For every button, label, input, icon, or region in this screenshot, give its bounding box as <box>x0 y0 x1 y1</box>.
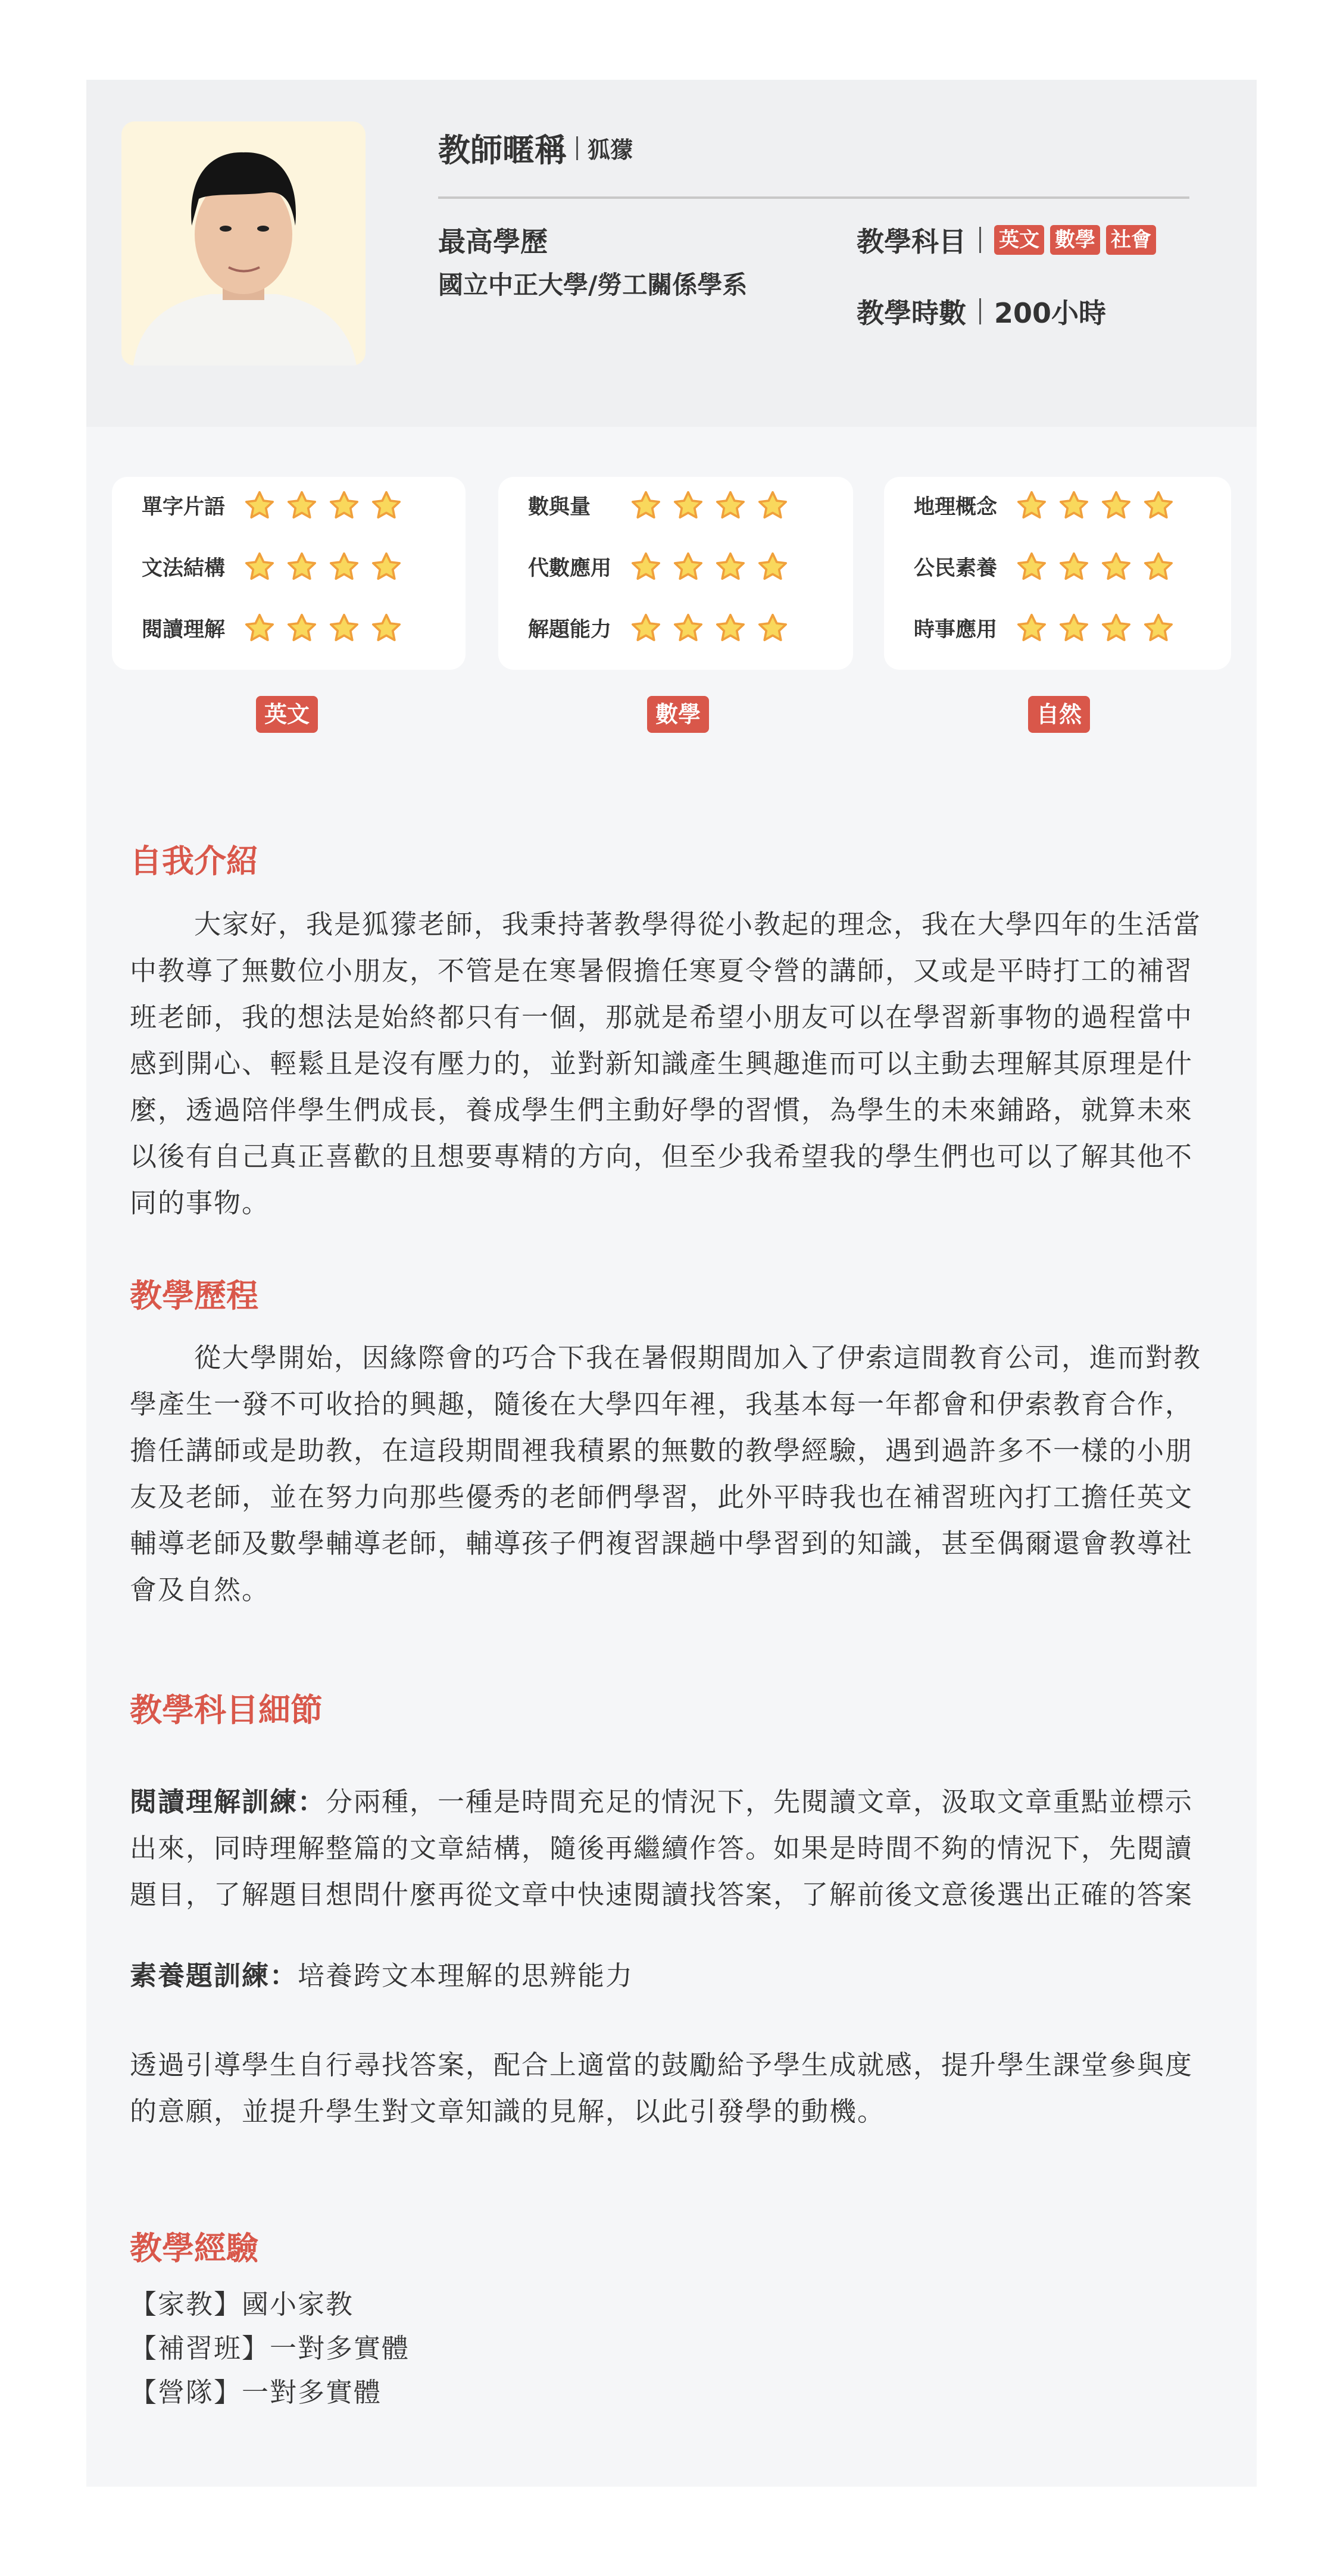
skill-card-subject-tag: 數學 <box>647 696 709 733</box>
intro-title: 自我介紹 <box>130 842 258 880</box>
star-icon <box>1100 489 1133 522</box>
skill-card <box>112 477 466 670</box>
skill-row <box>914 488 1184 523</box>
hours-label: 教學時數 <box>857 297 966 329</box>
skill-label: 代數應用 <box>528 557 612 580</box>
star-icon <box>629 550 663 583</box>
star-icon <box>1015 550 1048 583</box>
experience-title: 教學經驗 <box>130 2230 258 2267</box>
skill-label: 解題能力 <box>528 618 612 642</box>
star-icon <box>1057 611 1091 645</box>
star-icon <box>327 489 361 522</box>
star-icon <box>370 550 403 583</box>
experience-list <box>130 2283 1219 2415</box>
skill-label: 公民素養 <box>914 557 998 580</box>
skill-row <box>142 610 412 646</box>
skill-row <box>528 488 798 523</box>
star-icon <box>243 611 276 645</box>
history-title: 教學歷程 <box>130 1277 258 1314</box>
star-icon <box>629 611 663 645</box>
skill-card <box>884 477 1231 670</box>
subject-tag: 英文 <box>994 225 1044 255</box>
star-icon <box>1142 611 1175 645</box>
details-summary: 透過引導學生自行尋找答案，配合上適當的鼓勵給予學生成就感，提升學生課堂參與度的意願，並提升學生對文章知識的見解，以此引發學的動機。 <box>130 2049 1194 2127</box>
star-icon <box>1142 550 1175 583</box>
star-icon <box>1057 489 1091 522</box>
star-icon <box>714 550 747 583</box>
subject-tag: 社會 <box>1106 225 1156 255</box>
star-icon <box>756 550 789 583</box>
star-icon <box>243 550 276 583</box>
header-divider <box>438 196 1189 199</box>
experience-item: 【補習班】一對多實體 <box>130 2333 410 2364</box>
star-icon <box>671 489 705 522</box>
subjects-row <box>857 220 1162 260</box>
subject-tag: 數學 <box>1050 225 1100 255</box>
skill-label: 單字片語 <box>142 495 226 519</box>
skill-row <box>914 549 1184 585</box>
star-icon <box>671 611 705 645</box>
star-icon <box>1100 550 1133 583</box>
intro-text: 大家好，我是狐獴老師，我秉持著教學得從小教起的理念，我在大學四年的生活當中教導了無數位小朋友，不管是在寒暑假擔任寒夏令營的講師，又或是平時打工的補習班老師，我的想法是始終都只有一個，那就是希望小朋友可以在學習新事物的過程當中感到開心、輕鬆且是沒有壓力的，並對新知識產生興趣進而可以主動去理解其原理是什麼，透過陪伴學生們成長，養成學生們主動好學的習慣，為學生的未來鋪路，就算未來以後有自己真正喜歡的且想要專精的方向，但至少我希望我的學生們也可以了解其他不同的事物。 <box>130 908 1202 1219</box>
star-icon <box>629 489 663 522</box>
star-icon <box>714 611 747 645</box>
star-icon <box>1100 611 1133 645</box>
skill-label: 文法結構 <box>142 557 226 580</box>
star-icon <box>671 550 705 583</box>
skill-card <box>498 477 853 670</box>
experience-item: 【家教】國小家教 <box>130 2288 354 2320</box>
skill-card-subject-tag: 自然 <box>1028 696 1090 733</box>
hours-row <box>857 292 1106 331</box>
nickname-label: 教師暱稱 <box>438 132 567 169</box>
star-icon <box>327 550 361 583</box>
history-text: 從大學開始，因緣際會的巧合下我在暑假期間加入了伊索這間教育公司，進而對教學產生一發不可收拾的興趣，隨後在大學四年裡，我基本每一年都會和伊索教育合作，擔任講師或是助教，在這段期間裡我積累的無數的教學經驗，遇到過許多不一樣的小朋友及老師，並在努力向那些優秀的老師們學習，此外平時我也在補習班內打工擔任英文輔導老師及數學輔導老師，輔導孩子們複習課趟中學習到的知識，甚至偶爾還會教導社會及自然。 <box>130 1342 1202 1606</box>
skill-label: 閱讀理解 <box>142 618 226 642</box>
star-icon <box>327 611 361 645</box>
star-icon <box>1057 550 1091 583</box>
star-icon <box>243 489 276 522</box>
experience-item: 【營隊】一對多實體 <box>130 2377 382 2408</box>
star-icon <box>1015 489 1048 522</box>
skill-label: 地理概念 <box>914 495 998 519</box>
reading-text: 分兩種，一種是時間充足的情況下，先閱讀文章，汲取文章重點並標示出來，同時理解整篇的文章結構，隨後再繼續作答。如果是時間不夠的情況下，先閱讀題目，了解題目想問什麼再從文章中快速閱讀找答案，了解前後文意後選出正確的答案 <box>130 1786 1194 1910</box>
teacher-profile-card <box>86 80 1257 2487</box>
nickname-value: 狐獴 <box>588 137 633 163</box>
star-icon <box>370 489 403 522</box>
details-title: 教學科目細節 <box>130 1691 323 1729</box>
education-label: 最高學歷 <box>438 226 548 258</box>
details-item-reading <box>130 1779 1219 1918</box>
star-icon <box>285 489 318 522</box>
skill-row <box>528 549 798 585</box>
star-icon <box>1142 489 1175 522</box>
star-icon <box>285 611 318 645</box>
details-item-literacy <box>130 1953 1219 1999</box>
teacher-avatar <box>121 121 366 366</box>
profile-header <box>86 80 1257 427</box>
skill-card-subject-tag: 英文 <box>256 696 318 733</box>
star-icon <box>714 489 747 522</box>
skill-label: 時事應用 <box>914 618 998 642</box>
nickname-row <box>438 125 633 171</box>
star-icon <box>285 550 318 583</box>
star-icon <box>1015 611 1048 645</box>
hours-value: 200小時 <box>994 297 1107 329</box>
skill-label: 數與量 <box>528 495 591 519</box>
subjects-label: 教學科目 <box>857 226 966 258</box>
literacy-text: 培養跨文本理解的思辨能力 <box>298 1960 634 1991</box>
skill-row <box>914 610 1184 646</box>
star-icon <box>756 611 789 645</box>
education-value: 國立中正大學/勞工關係學系 <box>438 270 748 299</box>
star-icon <box>370 611 403 645</box>
skill-row <box>142 549 412 585</box>
reading-label: 閱讀理解訓練： <box>130 1786 326 1818</box>
skill-row <box>142 488 412 523</box>
skill-row <box>528 610 798 646</box>
star-icon <box>756 489 789 522</box>
literacy-label: 素養題訓練： <box>130 1960 298 1991</box>
